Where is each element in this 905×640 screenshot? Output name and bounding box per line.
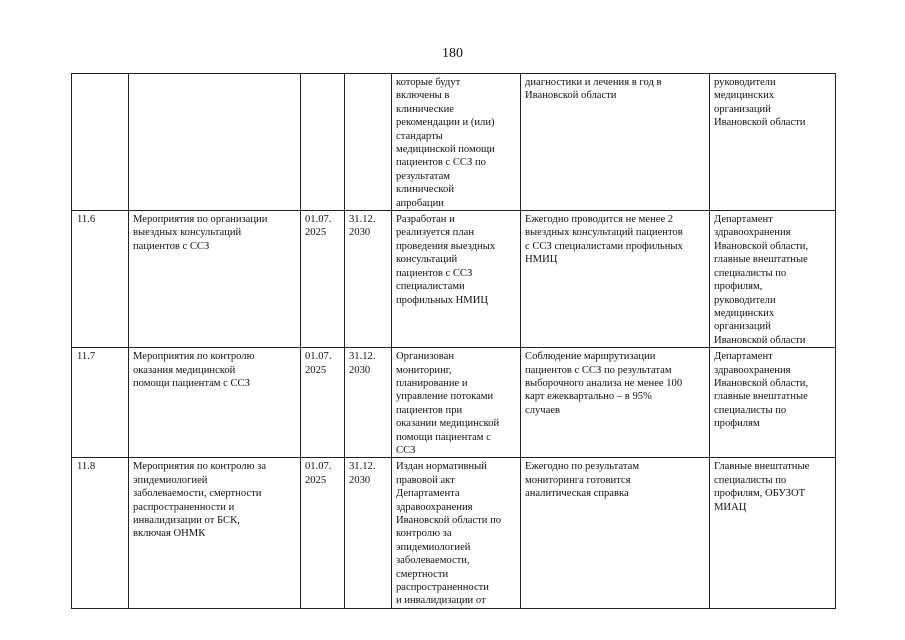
start-date-cell: 01.07. 2025	[301, 458, 345, 609]
responsible-cell: Главные внештатные специалисты по профилям, ОБУЗОТ МИАЦ	[710, 458, 836, 609]
row-number-cell	[72, 74, 129, 211]
page-number: 180	[442, 46, 463, 61]
start-date-cell: 01.07. 2025	[301, 348, 345, 458]
indicator-cell: Соблюдение маршрутизации пациентов с ССЗ по результатам выборочного анализа не менее 100 карт ежеквартально – в 95% случаев	[521, 348, 710, 458]
responsible-cell: Департамент здравоохранения Ивановской области, главные внештатные специалисты по профилям, руководители медицинских организаций Ивановской области	[710, 211, 836, 348]
end-date-cell: 31.12. 2030	[345, 348, 392, 458]
row-number-cell: 11.7	[72, 348, 129, 458]
indicator-cell: Ежегодно проводится не менее 2 выездных консультаций пациентов с ССЗ специалистами профильных НМИЦ	[521, 211, 710, 348]
indicator-cell: Ежегодно по результатам мониторинга готовится аналитическая справка	[521, 458, 710, 609]
table-row	[72, 211, 836, 348]
row-number-cell: 11.6	[72, 211, 129, 348]
table-row	[72, 74, 836, 211]
end-date-cell	[345, 74, 392, 211]
end-date-cell: 31.12. 2030	[345, 458, 392, 609]
measures-table	[71, 73, 836, 609]
responsible-cell: Департамент здравоохранения Ивановской области, главные внештатные специалисты по профилям	[710, 348, 836, 458]
result-cell: Издан нормативный правовой акт Департамента здравоохранения Ивановской области по контролю за эпидемиологией заболеваемости, смертности распространенности и инвалидизации от	[392, 458, 521, 609]
measure-name-cell: Мероприятия по организации выездных консультаций пациентов с ССЗ	[129, 211, 301, 348]
row-number-cell: 11.8	[72, 458, 129, 609]
result-cell: Организован мониторинг, планирование и управление потоками пациентов при оказании медицинской помощи пациентам с ССЗ	[392, 348, 521, 458]
measure-name-cell	[129, 74, 301, 211]
start-date-cell: 01.07. 2025	[301, 211, 345, 348]
result-cell: Разработан и реализуется план проведения выездных консультаций пациентов с ССЗ специалистами профильных НМИЦ	[392, 211, 521, 348]
table-row	[72, 348, 836, 458]
start-date-cell	[301, 74, 345, 211]
responsible-cell: руководители медицинских организаций Ивановской области	[710, 74, 836, 211]
end-date-cell: 31.12. 2030	[345, 211, 392, 348]
measure-name-cell: Мероприятия по контролю оказания медицинской помощи пациентам с ССЗ	[129, 348, 301, 458]
indicator-cell: диагностики и лечения в год в Ивановской области	[521, 74, 710, 211]
result-cell: которые будут включены в клинические рекомендации и (или) стандарты медицинской помощи пациентов с ССЗ по результатам клинической апробации	[392, 74, 521, 211]
table-row	[72, 458, 836, 609]
measure-name-cell: Мероприятия по контролю за эпидемиологией заболеваемости, смертности распространенности и инвалидизации от БСК, включая ОНМК	[129, 458, 301, 609]
